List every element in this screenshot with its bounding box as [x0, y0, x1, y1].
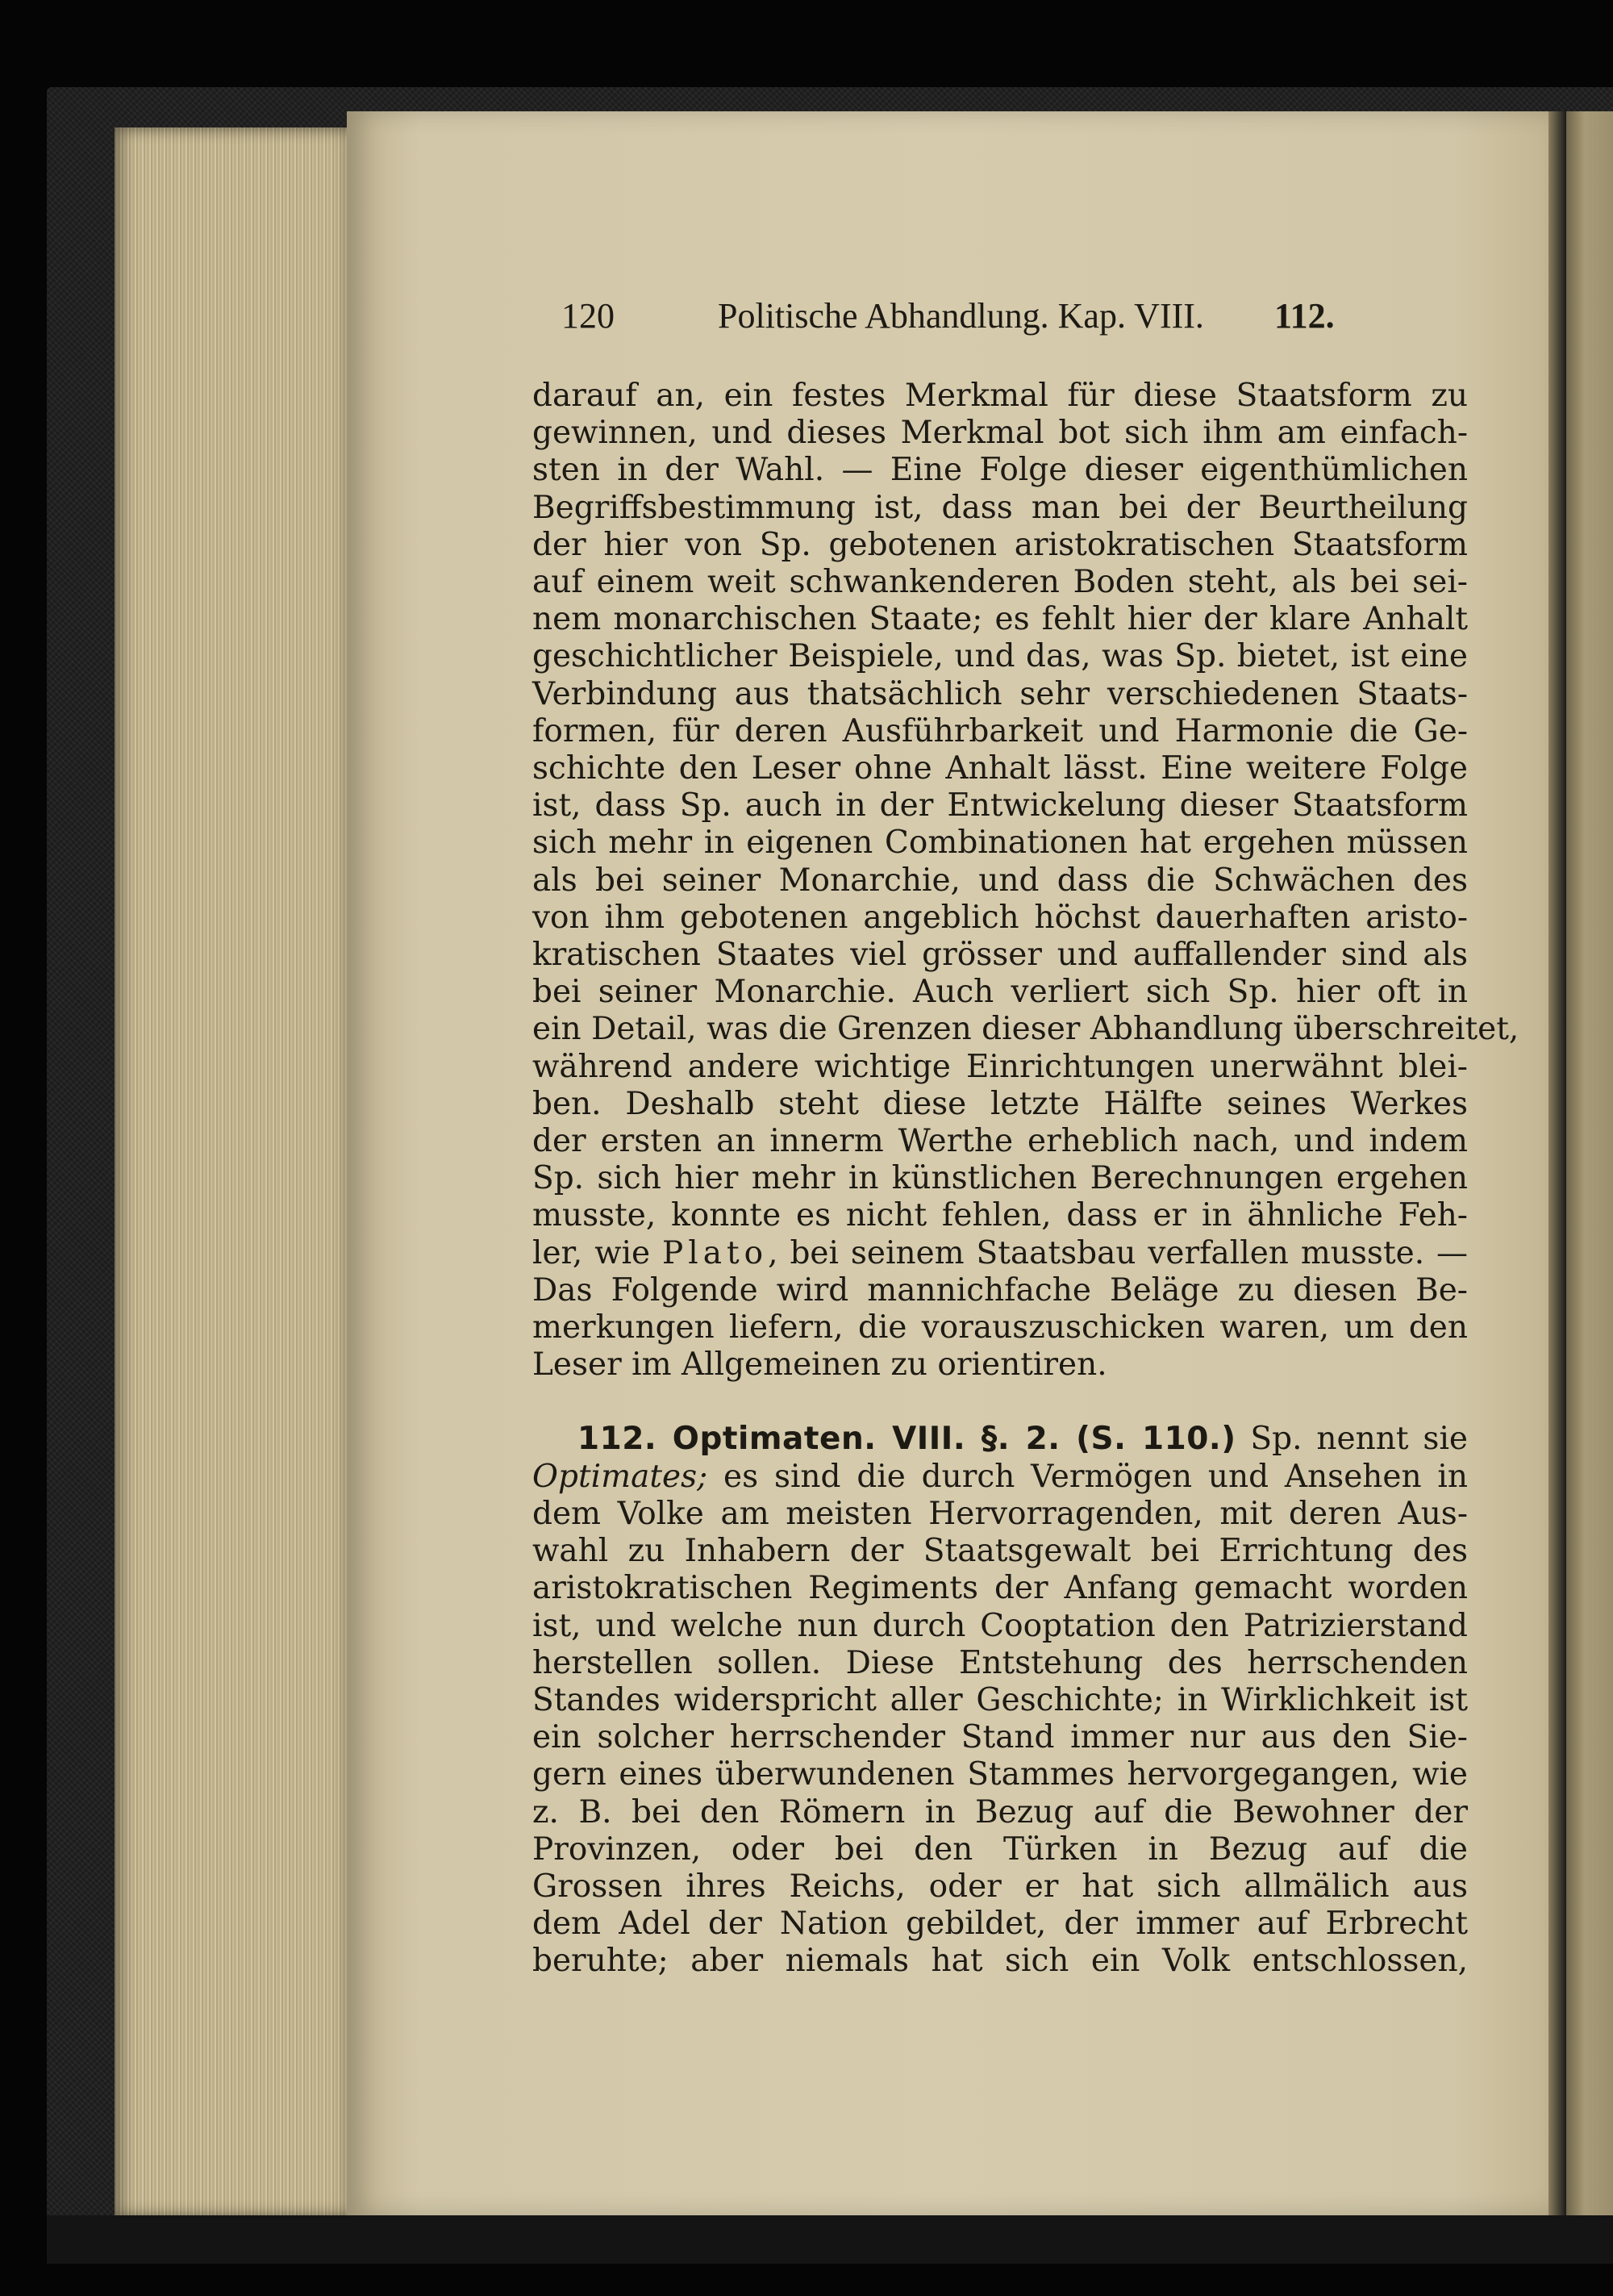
plato-before: ler, wie [532, 1234, 663, 1271]
italic-term: Optimates; [532, 1458, 708, 1495]
section-112 [532, 1421, 1468, 1980]
cover-bottom [47, 2215, 1613, 2264]
section-second-line [532, 1459, 1468, 1496]
text-line: herstellen sollen. Diese Entstehung des herrschenden [532, 1644, 1468, 1681]
running-section-number: 112. [1274, 296, 1335, 336]
text-line: dem Volke am meisten Hervorragenden, mit deren Aus- [532, 1495, 1468, 1532]
text-line: ist, und welche nun durch Cooptation den Patrizierstand [532, 1607, 1468, 1644]
text-line: Verbindung aus thatsächlich sehr verschiedenen Staats- [532, 675, 1468, 712]
text-line: ben. Deshalb steht diese letzte Hälfte seines Werkes [532, 1085, 1468, 1122]
text-line: Das Folgende wird mannichfache Beläge zu diesen Be- [532, 1271, 1468, 1309]
text-line: aristokratischen Regiments der Anfang gemacht worden [532, 1570, 1468, 1607]
text-line: Grossen ihres Reichs, oder er hat sich allmälich aus [532, 1868, 1468, 1905]
text-line: Leser im Allgemeinen zu orientiren. [532, 1346, 1107, 1384]
text-line: von ihm gebotenen angeblich höchst dauerhaften aristo- [532, 899, 1468, 936]
text-line: geschichtlicher Beispiele, und das, was Sp. bietet, ist eine [532, 638, 1468, 675]
text-line: sten in der Wahl. — Eine Folge dieser eigenthümlichen [532, 452, 1468, 489]
text-line: der ersten an innerm Werthe erheblich nach, und indem [532, 1123, 1468, 1160]
text-line: merkungen liefern, die vorauszuschicken waren, um den [532, 1309, 1468, 1346]
text-line: der hier von Sp. gebotenen aristokratischen Staatsform [532, 526, 1468, 563]
text-line: Begriffsbestimmung ist, dass man bei der Beurtheilung [532, 489, 1468, 526]
page-edges [115, 127, 356, 2217]
text-line: Standes widerspricht aller Geschichte; in Wirklichkeit ist [532, 1681, 1468, 1718]
text-line: Provinzen, oder bei den Türken in Bezug auf die [532, 1831, 1468, 1868]
running-title: Politische Abhandlung. Kap. VIII. [718, 296, 1204, 336]
book-gutter [1548, 111, 1566, 2215]
section-second-line-rest: es sind die durch Vermögen und Ansehen in [707, 1458, 1468, 1495]
text-line: beruhte; aber niemals hat sich ein Volk entschlossen, [532, 1943, 1468, 1980]
running-head [532, 290, 1468, 342]
text-line: z. B. bei den Römern in Bezug auf die Bewohner der [532, 1793, 1468, 1831]
text-line: gern eines überwundenen Stammes hervorgegangen, wie [532, 1756, 1468, 1793]
text-line: ein Detail, was die Grenzen dieser Abhandlung überschreitet, [532, 1011, 1519, 1048]
text-line: nem monarchischen Staate; es fehlt hier der klare Anhalt [532, 601, 1468, 638]
text-line: schichte den Leser ohne Anhalt lässt. Eine weitere Folge [532, 750, 1468, 787]
text-line: auf einem weit schwankenderen Boden steht, als bei sei- [532, 564, 1468, 601]
text-line-plato [532, 1235, 1468, 1272]
text-line: ist, dass Sp. auch in der Entwickelung dieser Staatsform [532, 787, 1468, 824]
text-line: bei seiner Monarchie. Auch verliert sich Sp. hier oft in [532, 974, 1468, 1011]
facing-page-edge [1566, 111, 1613, 2215]
text-line: als bei seiner Monarchie, und dass die Schwächen des [532, 862, 1468, 899]
text-line: ein solcher herrschender Stand immer nur aus den Sie- [532, 1719, 1468, 1756]
page-text [532, 290, 1519, 1981]
text-line: formen, für deren Ausführbarkeit und Harmonie die Ge- [532, 712, 1468, 749]
section-first-line [532, 1421, 1468, 1458]
text-line: gewinnen, und dieses Merkmal bot sich ihm am einfach- [532, 415, 1468, 452]
text-line: darauf an, ein festes Merkmal für diese Staatsform zu [532, 378, 1468, 414]
paragraph-continuation [532, 378, 1519, 1384]
text-line: musste, konnte es nicht fehlen, dass er in ähnliche Feh- [532, 1197, 1468, 1234]
text-line: sich mehr in eigenen Combinationen hat ergehen müssen [532, 824, 1468, 862]
plato-name: Plato [662, 1234, 769, 1271]
section-first-line-rest: Sp. nennt sie [1236, 1421, 1468, 1458]
plato-after: , bei seinem Staatsbau verfallen musste. — [768, 1234, 1468, 1271]
text-line: während andere wichtige Einrichtungen unerwähnt blei- [532, 1048, 1468, 1085]
text-line: dem Adel der Nation gebildet, der immer auf Erbrecht [532, 1906, 1468, 1943]
section-heading: 112. Optimaten. VIII. §. 2. (S. 110.) [577, 1421, 1236, 1458]
text-line: Sp. sich hier mehr in künstlichen Berechnungen ergehen [532, 1160, 1468, 1197]
page-number: 120 [561, 296, 615, 336]
text-line: kratischen Staates viel grösser und auffallender sind als [532, 937, 1468, 974]
text-line: wahl zu Inhabern der Staatsgewalt bei Errichtung des [532, 1533, 1468, 1570]
